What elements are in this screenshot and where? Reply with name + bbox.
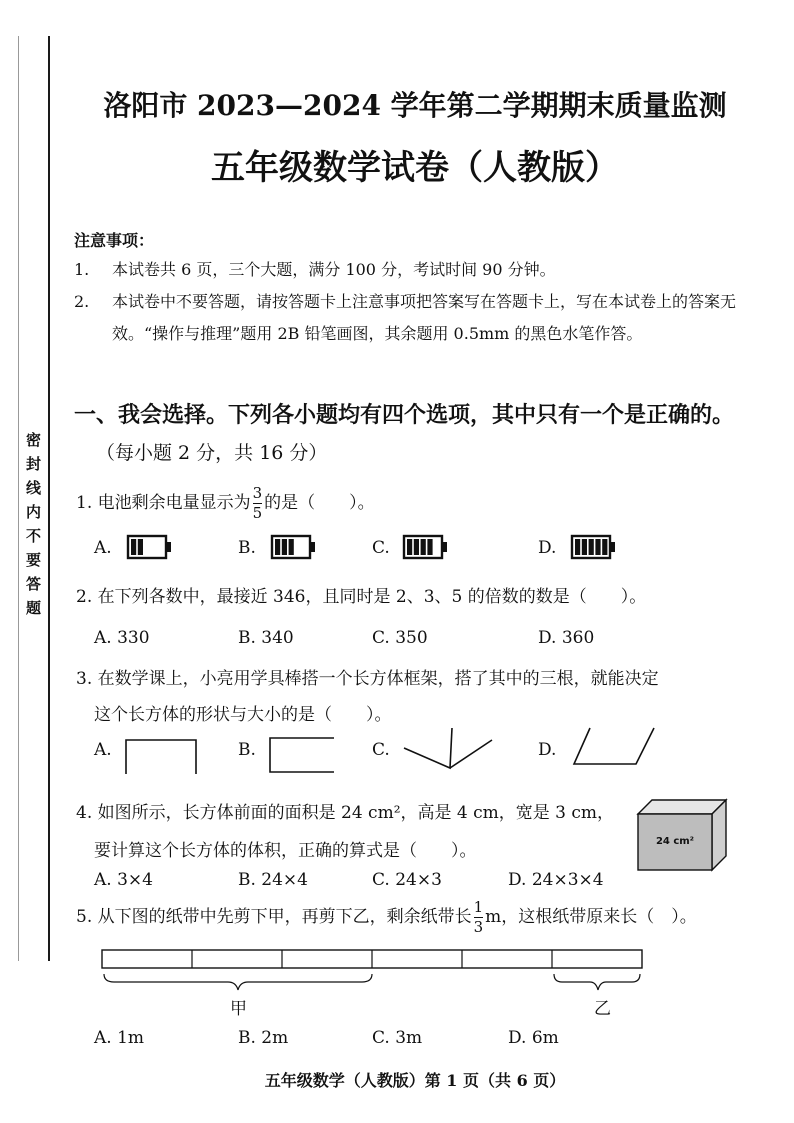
battery-cell xyxy=(289,539,294,555)
battery-cell xyxy=(131,539,136,555)
q4-option-d[interactable]: D. 24×3×4 xyxy=(508,870,604,890)
battery-cell xyxy=(575,539,580,555)
question-4-line-1: 4. 如图所示，长方体前面的面积是 24 cm²，高是 4 cm，宽是 3 cm， xyxy=(76,803,615,823)
question-3-line-2: 这个长方体的形状与大小的是（ ）。 xyxy=(94,705,392,725)
q3-option-a[interactable]: A. xyxy=(94,740,112,760)
q5-frac-den: 3 xyxy=(473,918,484,936)
battery-cell xyxy=(138,539,143,555)
battery-cell xyxy=(275,539,280,555)
battery-cell xyxy=(595,539,600,555)
section-subtitle: （每小题 2 分，共 16 分） xyxy=(96,442,328,464)
battery-cell xyxy=(414,539,419,555)
q1-frac-num: 3 xyxy=(252,484,263,502)
q3-option-b[interactable]: B. xyxy=(238,740,256,760)
binding-guide-line xyxy=(18,36,19,961)
battery-tip xyxy=(610,542,615,552)
q1-frac-den: 5 xyxy=(252,504,263,522)
q3-figure-c xyxy=(400,726,496,772)
q3-figure-a xyxy=(122,736,202,776)
q5-option-a[interactable]: A. 1m xyxy=(94,1028,145,1048)
question-4-line-2: 要计算这个长方体的体积，正确的算式是（ ）。 xyxy=(94,841,477,861)
battery-cell xyxy=(602,539,607,555)
battery-icon-a xyxy=(126,534,174,560)
cuboid-figure xyxy=(636,798,730,872)
notice-heading: 注意事项： xyxy=(74,231,155,250)
q2-option-b[interactable]: B. 340 xyxy=(238,628,294,648)
q3-option-d[interactable]: D. xyxy=(538,740,557,760)
battery-cell xyxy=(407,539,412,555)
battery-tip xyxy=(166,542,171,552)
q1-option-c[interactable]: C. xyxy=(372,538,390,558)
q5-option-d[interactable]: D. 6m xyxy=(508,1028,559,1048)
question-2: 2. 在下列各数中，最接近 346，且同时是 2、3、5 的倍数的数是（ ）。 xyxy=(76,587,647,607)
q2-option-a[interactable]: A. 330 xyxy=(94,628,150,648)
q3-figure-b xyxy=(266,734,338,776)
section-title: 一、我会选择。下列各小题均有四个选项，其中只有一个是正确的。 xyxy=(74,403,735,428)
q2-option-d[interactable]: D. 360 xyxy=(538,628,595,648)
battery-icon-c xyxy=(402,534,450,560)
binding-line xyxy=(48,36,50,961)
exam-title: 洛阳市 2023—2024 学年第二学期期末质量监测 xyxy=(103,89,727,122)
notice-item-text: 本试卷中不要答题，请按答题卡上注意事项把答案写在答题卡上，写在本试卷上的答案无效。“操作与推理”题用 2B 铅笔画图，其余题用 0.5mm 的黑色水笔作答。 xyxy=(112,292,737,343)
battery-icon-d xyxy=(570,534,618,560)
battery-cell xyxy=(589,539,594,555)
tape-label-jia: 甲 xyxy=(230,999,247,1019)
q1-option-b[interactable]: B. xyxy=(238,538,256,558)
seal-text: 密封线内不要答题 xyxy=(24,432,42,624)
q5-prefix: 5. 从下图的纸带中先剪下甲，再剪下乙，剩余纸带长 xyxy=(76,907,472,927)
question-5 xyxy=(76,900,697,935)
cuboid-face-label: 24 cm² xyxy=(655,836,695,847)
q5-frac-num: 1 xyxy=(473,898,484,916)
notice-item-text: 本试卷共 6 页，三个大题，满分 100 分，考试时间 90 分钟。 xyxy=(112,260,556,279)
battery-tip xyxy=(310,542,315,552)
q2-option-c[interactable]: C. 350 xyxy=(372,628,428,648)
battery-cell xyxy=(282,539,287,555)
q3-option-c[interactable]: C. xyxy=(372,740,390,760)
q5-suffix: m，这根纸带原来长（ ）。 xyxy=(485,907,697,927)
q4-option-b[interactable]: B. 24×4 xyxy=(238,870,308,890)
battery-cell xyxy=(421,539,426,555)
notice-item-number: 1. xyxy=(74,260,90,279)
paper-tape-figure xyxy=(100,948,646,998)
q1-fraction xyxy=(253,486,263,521)
battery-icon-b xyxy=(270,534,318,560)
q5-option-c[interactable]: C. 3m xyxy=(372,1028,423,1048)
question-3-line-1: 3. 在数学课上，小亮用学具棒搭一个长方体框架，搭了其中的三根，就能决定 xyxy=(76,669,659,689)
page-footer: 五年级数学（人教版）第 1 页（共 6 页） xyxy=(264,1071,566,1090)
q1-option-a[interactable]: A. xyxy=(94,538,112,558)
exam-subtitle: 五年级数学试卷（人教版） xyxy=(211,148,619,188)
battery-tip xyxy=(442,542,447,552)
notice-item-number: 2. xyxy=(74,292,90,311)
q4-option-a[interactable]: A. 3×4 xyxy=(94,870,153,890)
question-1 xyxy=(76,486,375,521)
q5-fraction xyxy=(474,900,484,935)
q1-prefix: 1. 电池剩余电量显示为 xyxy=(76,493,251,513)
q1-suffix: 的是（ ）。 xyxy=(264,493,375,513)
q5-option-b[interactable]: B. 2m xyxy=(238,1028,289,1048)
battery-cell xyxy=(582,539,587,555)
battery-cell xyxy=(427,539,432,555)
q3-figure-d xyxy=(570,724,660,768)
tape-label-yi: 乙 xyxy=(594,999,611,1019)
q4-option-c[interactable]: C. 24×3 xyxy=(372,870,442,890)
q1-option-d[interactable]: D. xyxy=(538,538,557,558)
